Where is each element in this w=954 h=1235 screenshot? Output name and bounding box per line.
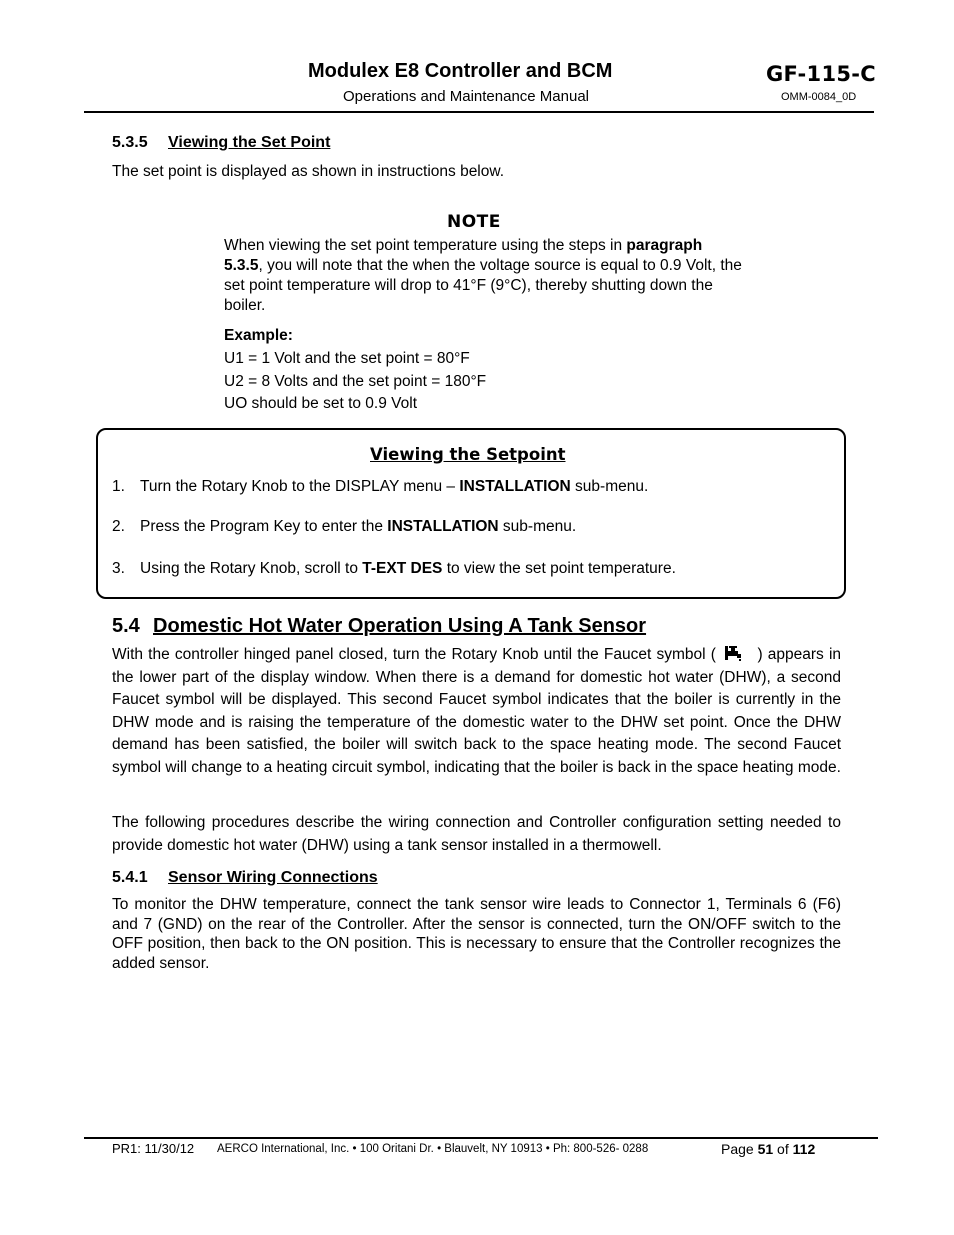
footer-revision: PR1: 11/30/12 bbox=[112, 1141, 195, 1156]
section-title: Viewing the Set Point bbox=[168, 134, 331, 151]
section-number: 5.4.1 bbox=[112, 869, 148, 886]
document-title: Modulex E8 Controller and BCM bbox=[308, 60, 613, 82]
note-body bbox=[224, 236, 744, 316]
procedure-step: Press the Program Key to enter the INSTALLATION sub-menu. bbox=[140, 518, 577, 535]
section-heading-5-4 bbox=[112, 615, 646, 638]
document-code: GF-115-C bbox=[766, 62, 877, 86]
procedure-step: Turn the Rotary Knob to the DISPLAY menu – INSTALLATION sub-menu. bbox=[140, 478, 649, 495]
footer-page-number: Page 51 of 112 bbox=[721, 1141, 816, 1157]
step-number: 3. bbox=[112, 560, 125, 577]
section-heading-5-4-1 bbox=[112, 869, 378, 887]
example-line: UO should be set to 0.9 Volt bbox=[224, 395, 418, 412]
step-number: 1. bbox=[112, 478, 125, 495]
section-title: Domestic Hot Water Operation Using A Tank Sensor bbox=[153, 615, 647, 637]
example-line: U2 = 8 Volts and the set point = 180°F bbox=[224, 373, 487, 390]
section-number: 5.3.5 bbox=[112, 134, 148, 151]
section-heading-5-3-5 bbox=[112, 134, 330, 152]
procedure-step: Using the Rotary Knob, scroll to T-EXT DES to view the set point temperature. bbox=[140, 560, 676, 577]
note-paragraph-ref: paragraph 5.3.5 bbox=[224, 237, 703, 274]
example-line: U1 = 1 Volt and the set point = 80°F bbox=[224, 350, 470, 367]
section-number: 5.4 bbox=[112, 615, 140, 637]
section-5-4-paragraph-1: With the controller hinged panel closed, turn the Rotary Knob until the Faucet symbol ( ) appears in the lower part of the display window. When there is a demand for domestic hot water (DHW), a second Faucet symbol will be displayed. This second Faucet symbol indicates that the boiler is currently in the DHW mode and is raising the temperature of the domestic water to the DHW set point. Once the DHW demand has been satisfied, the boiler will switch back to the space heating mode. The second Faucet symbol will change to a heating circuit symbol, indicating that the boiler is back in the space heating mode. bbox=[112, 646, 842, 776]
section-5-4-1-body: To monitor the DHW temperature, connect the tank sensor wire leads to Connector 1, Terminals 6 (F6) and 7 (GND) on the rear of the Controller. After the sensor is connected, turn the ON/OFF switch to the OFF position, then back to the ON position. This is necessary to ensure that the Controller recognizes the added sensor. bbox=[112, 896, 841, 972]
note-text: When viewing the set point temperature using the steps in bbox=[224, 237, 627, 254]
header-divider bbox=[84, 111, 874, 113]
step-number: 2. bbox=[112, 518, 125, 535]
footer-divider bbox=[84, 1137, 878, 1139]
document-subtitle: Operations and Maintenance Manual bbox=[343, 88, 589, 105]
section-title: Sensor Wiring Connections bbox=[168, 869, 378, 886]
footer-company-info: AERCO International, Inc. • 100 Oritani Dr. • Blauvelt, NY 10913 • Ph: 800-526- 0288 bbox=[217, 1143, 649, 1155]
section-intro: The set point is displayed as shown in instructions below. bbox=[112, 163, 505, 180]
example-title: Example: bbox=[224, 327, 293, 344]
note-text-continued: , you will note that the when the voltage source is equal to 0.9 Volt, the set point temperature will drop to 41°F (9°C), thereby shutting down the boiler. bbox=[224, 257, 742, 314]
section-5-4-paragraph-2: The following procedures describe the wiring connection and Controller configuration setting needed to provide domestic hot water (DHW) using a tank sensor installed in a thermowell. bbox=[112, 814, 841, 854]
faucet-icon bbox=[723, 645, 745, 662]
note-title: NOTE bbox=[447, 212, 501, 232]
procedure-title: Viewing the Setpoint bbox=[370, 445, 566, 464]
document-revision-code: OMM-0084_0D bbox=[781, 91, 857, 103]
